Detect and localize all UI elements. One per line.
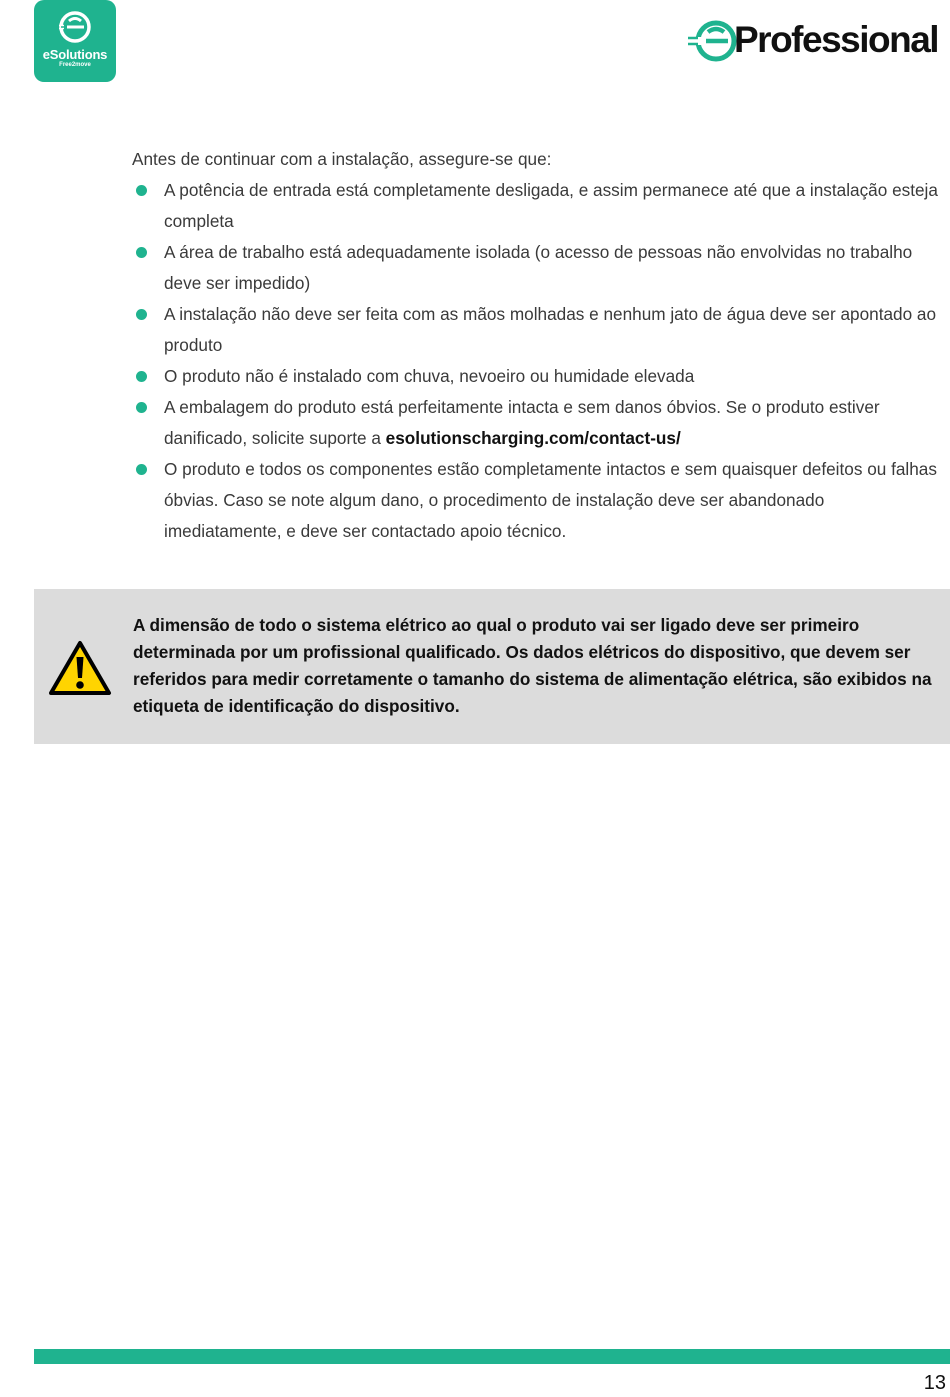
list-item [132, 237, 942, 299]
list-item-text: A área de trabalho está adequadamente isolada (o acesso de pessoas não envolvidas no trabalho deve ser impedido) [164, 242, 913, 293]
warning-text: A dimensão de todo o sistema elétrico ao qual o produto vai ser ligado deve ser primeiro determinada por um profissional qualificado. Os dados elétricos do dispositivo, que devem ser referidos para medir corretamente o tamanho do sistema de alimentação elétrica, são exibidos na etiqueta de identificação do dispositivo. [133, 615, 932, 716]
footer-bar [34, 1349, 950, 1364]
bullet-dot-icon [136, 309, 147, 320]
eprofessional-brand-text: Professional [734, 19, 939, 60]
logo-sub-text: Free2move [59, 62, 91, 68]
logo-brand-text: eSolutions [42, 47, 108, 62]
bullet-dot-icon [136, 402, 147, 413]
page-number: 13 [923, 1372, 946, 1394]
esolutions-e-icon [58, 10, 92, 44]
list-item-text: A instalação não deve ser feita com as mãos molhadas e nenhum jato de água deve ser apontado ao produto [164, 304, 937, 355]
list-item [132, 392, 942, 454]
support-link[interactable]: esolutionscharging.com/contact-us/ [385, 428, 681, 448]
eprofessional-logo [686, 16, 948, 66]
bullet-dot-icon [136, 371, 147, 382]
warning-box [34, 589, 950, 744]
list-item [132, 454, 942, 547]
list-item-text: A embalagem do produto está perfeitamente intacta e sem danos óbvios. Se o produto estiver danificado, solicite suporte a [164, 397, 880, 448]
list-item [132, 299, 942, 361]
list-item-text: O produto e todos os componentes estão completamente intactos e sem quaisquer defeitos ou falhas óbvias. Caso se note algum dano, o procedimento de instalação deve ser abandonado imediatamente, e deve ser contactado apoio técnico. [164, 459, 937, 541]
list-item-text: O produto não é instalado com chuva, nevoeiro ou humidade elevada [164, 366, 695, 386]
precaution-list [132, 175, 942, 547]
list-item [132, 361, 942, 392]
esolutions-logo [34, 0, 116, 82]
list-item-text: A potência de entrada está completamente desligada, e assim permanece até que a instalação esteja completa [164, 180, 938, 231]
installation-precautions [132, 144, 942, 547]
bullet-dot-icon [136, 247, 147, 258]
eprofessional-e-icon [686, 18, 738, 64]
list-item [132, 175, 942, 237]
bullet-dot-icon [136, 464, 147, 475]
intro-text: Antes de continuar com a instalação, assegure-se que: [132, 149, 552, 169]
bullet-dot-icon [136, 185, 147, 196]
warning-triangle-icon [48, 640, 112, 696]
